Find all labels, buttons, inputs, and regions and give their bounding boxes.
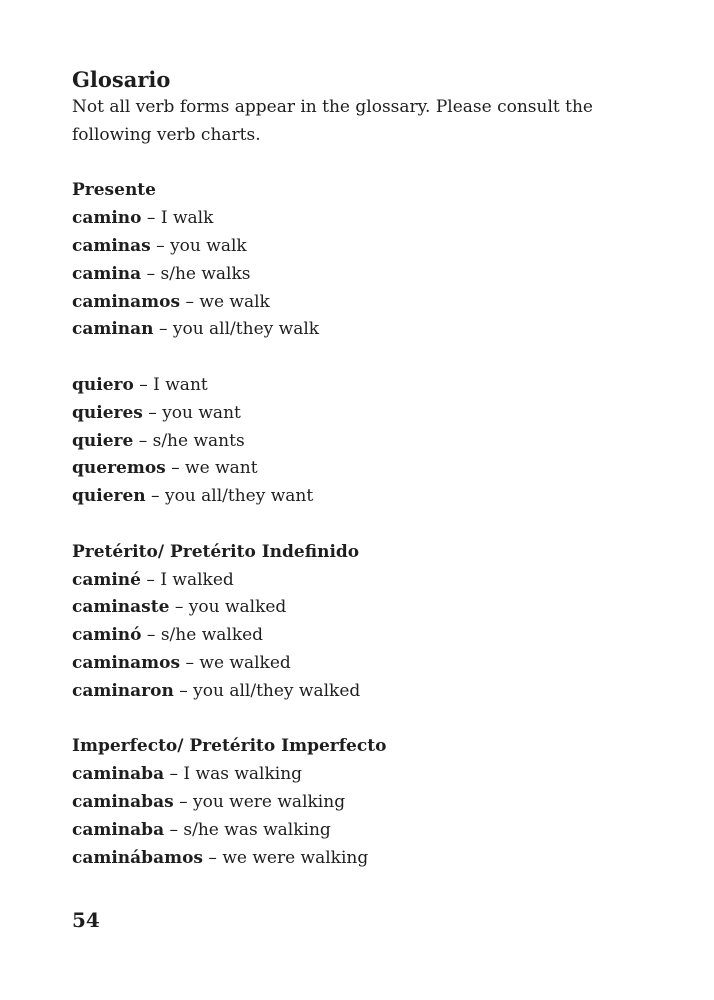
glossary-entry bbox=[72, 789, 662, 817]
translation: you were walking bbox=[192, 791, 346, 812]
verb-section bbox=[72, 177, 662, 344]
dash-separator: – bbox=[173, 680, 194, 701]
dash-separator: – bbox=[164, 764, 184, 785]
glossary-entry bbox=[72, 650, 662, 678]
dash-separator: – bbox=[180, 652, 200, 673]
glossary-entry bbox=[72, 372, 662, 400]
glossary-entry bbox=[72, 761, 662, 789]
verb-section bbox=[72, 733, 662, 872]
verb-form: caminabas bbox=[72, 791, 174, 812]
verb-form: quiere bbox=[72, 430, 134, 451]
translation: you walked bbox=[188, 597, 287, 618]
translation: s/he walked bbox=[160, 625, 264, 646]
dash-separator: – bbox=[133, 430, 153, 451]
dash-separator: – bbox=[141, 569, 161, 590]
dash-separator: – bbox=[133, 374, 154, 395]
glossary-entry bbox=[72, 455, 662, 483]
glossary-page bbox=[72, 66, 662, 872]
section-heading: Imperfecto/ Pretérito Imperfecto bbox=[72, 736, 387, 757]
translation: I want bbox=[153, 374, 208, 395]
translation: you all/they walk bbox=[172, 319, 320, 340]
verb-form: quiero bbox=[72, 374, 134, 395]
translation: we want bbox=[185, 458, 258, 479]
translation: I walked bbox=[160, 569, 234, 590]
translation: s/he wants bbox=[152, 430, 245, 451]
section-heading: Presente bbox=[72, 180, 156, 201]
dash-separator: – bbox=[153, 319, 173, 340]
translation: s/he was walking bbox=[183, 819, 331, 840]
glossary-entry bbox=[72, 233, 662, 261]
glossary-entry bbox=[72, 316, 662, 344]
glossary-entry bbox=[72, 261, 662, 289]
verb-form: quieren bbox=[72, 486, 146, 507]
translation: you all/they want bbox=[164, 486, 314, 507]
dash-separator: – bbox=[141, 208, 161, 229]
verb-section bbox=[72, 372, 662, 511]
verb-form: caminaba bbox=[72, 819, 165, 840]
glossary-entry bbox=[72, 400, 662, 428]
verb-form: caminamos bbox=[72, 652, 181, 673]
dash-separator: – bbox=[169, 597, 189, 618]
translation: we walked bbox=[199, 652, 291, 673]
intro-text: Not all verb forms appear in the glossary. Please consult the following verb charts. bbox=[72, 97, 593, 145]
glossary-entry bbox=[72, 622, 662, 650]
page-number: 54 bbox=[72, 908, 100, 932]
verb-form: caminé bbox=[72, 569, 141, 590]
translation: you all/they walked bbox=[193, 680, 361, 701]
glossary-entry bbox=[72, 594, 662, 622]
glossary-entry bbox=[72, 428, 662, 456]
translation: I walk bbox=[160, 208, 214, 229]
verb-form: caminó bbox=[72, 625, 142, 646]
translation: we were walking bbox=[222, 847, 369, 868]
verb-form: caminaron bbox=[72, 680, 174, 701]
dash-separator: – bbox=[141, 263, 161, 284]
dash-separator: – bbox=[165, 458, 186, 479]
translation: I was walking bbox=[183, 764, 303, 785]
glossary-entry bbox=[72, 845, 662, 873]
verb-form: caminamos bbox=[72, 291, 181, 312]
translation: we walk bbox=[199, 291, 270, 312]
verb-form: caminas bbox=[72, 235, 151, 256]
dash-separator: – bbox=[173, 791, 193, 812]
glossary-entry bbox=[72, 817, 662, 845]
dash-separator: – bbox=[180, 291, 200, 312]
verb-section bbox=[72, 539, 662, 706]
verb-charts bbox=[72, 177, 662, 872]
glossary-entry bbox=[72, 289, 662, 317]
glossary-entry bbox=[72, 483, 662, 511]
glossary-entry bbox=[72, 678, 662, 706]
dash-separator: – bbox=[203, 847, 223, 868]
dash-separator: – bbox=[141, 625, 161, 646]
translation: you walk bbox=[170, 235, 247, 256]
verb-form: caminan bbox=[72, 319, 154, 340]
dash-separator: – bbox=[164, 819, 184, 840]
verb-form: camino bbox=[72, 208, 142, 229]
page-title: Glosario bbox=[72, 67, 171, 92]
section-heading: Pretérito/ Pretérito Indefinido bbox=[72, 541, 360, 562]
dash-separator: – bbox=[150, 235, 171, 256]
glossary-entry bbox=[72, 567, 662, 595]
verb-form: caminaste bbox=[72, 597, 170, 618]
dash-separator: – bbox=[142, 402, 163, 423]
translation: s/he walks bbox=[160, 263, 251, 284]
glossary-entry bbox=[72, 205, 662, 233]
translation: you want bbox=[162, 402, 241, 423]
verb-form: queremos bbox=[72, 458, 166, 479]
verb-form: caminaba bbox=[72, 764, 165, 785]
verb-form: caminábamos bbox=[72, 847, 203, 868]
dash-separator: – bbox=[145, 486, 165, 507]
verb-form: quieres bbox=[72, 402, 143, 423]
verb-form: camina bbox=[72, 263, 142, 284]
